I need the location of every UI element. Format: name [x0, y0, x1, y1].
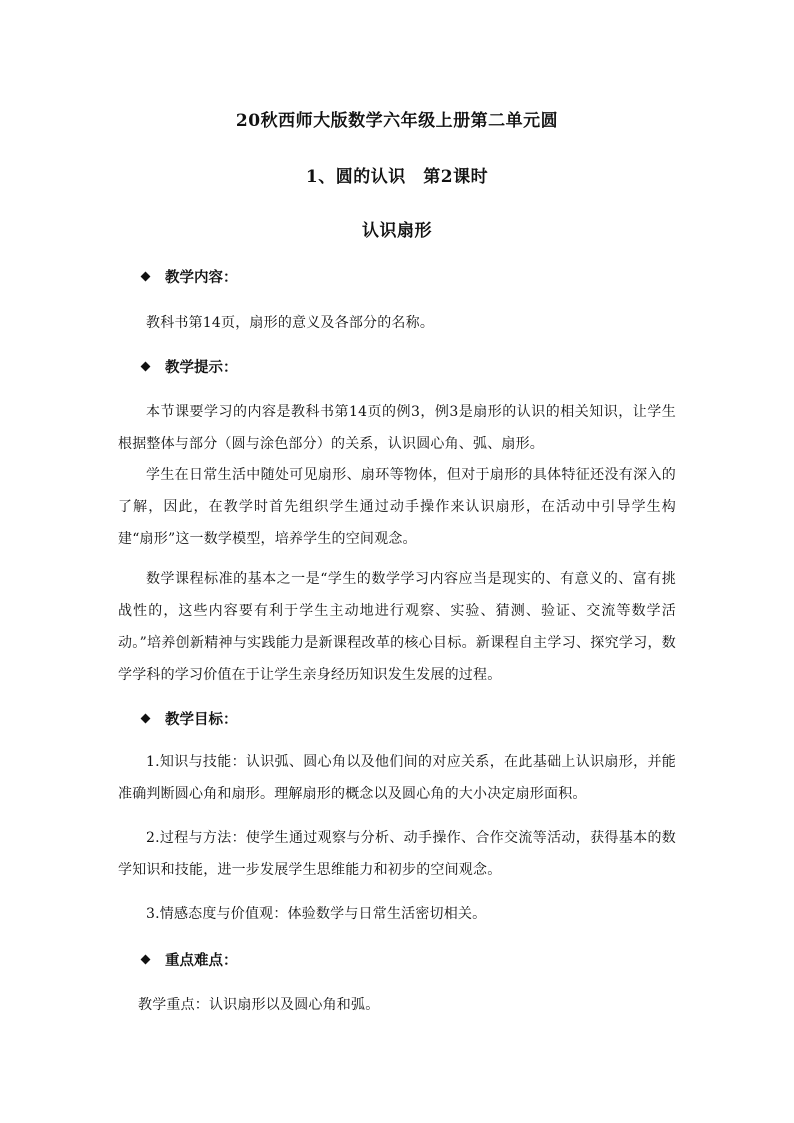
lesson-title: 1、圆的认识 第2课时 — [305, 167, 489, 187]
section-heading-label: 教学内容： — [165, 269, 238, 286]
hints-paragraph-1: 本节课要学习的内容是教科书第14页的例3，例3是扇形的认识的相关知识，让学生根据整体与部分（圆与涂色部分）的关系，认识圆心角、弧、扇形。 — [118, 404, 676, 452]
diamond-bullet-icon — [141, 362, 151, 372]
hints-paragraph-2: 学生在日常生活中随处可见扇形、扇环等物体，但对于扇形的具体特征还没有深入的了解，因此，在教学时首先组织学生通过动手操作来认识扇形，在活动中引导学生构建“扇形”这一数学模型，培养学生的空间观念。 — [118, 467, 676, 547]
section-heading-label: 重点难点： — [165, 952, 238, 969]
diamond-bullet-icon — [141, 955, 151, 965]
key-points-paragraph: 教学重点：认识扇形以及圆心角和弧。 — [138, 997, 380, 1013]
content-paragraph: 教科书第14页，扇形的意义及各部分的名称。 — [146, 315, 435, 331]
section-heading-label: 教学提示： — [165, 359, 238, 376]
section-heading-key — [140, 949, 238, 970]
hints-paragraph-3: 数学课程标准的基本之一是“学生的数学学习内容应当是现实的、有意义的、富有挑战性的，这些内容要有利于学生主动地进行观察、实验、猜测、验证、交流等数学活动。”培养创新精神与实践能力是新课程改革的核心目标。新课程自主学习、探究学习，数学学科的学习价值在于让学生亲身经历知识发生发展的过程。 — [118, 571, 676, 683]
goal-item-1: 1.知识与技能：认识弧、圆心角以及他们间的对应关系，在此基础上认识扇形，并能准确判断圆心角和扇形。理解扇形的概念以及圆心角的大小决定扇形面积。 — [118, 754, 676, 802]
section-heading-content — [140, 266, 238, 287]
diamond-bullet-icon — [141, 272, 151, 282]
goal-item-3: 3.情感态度与价值观：体验数学与日常生活密切相关。 — [146, 906, 487, 922]
lesson-subtitle: 认识扇形 — [362, 221, 432, 241]
section-heading-goals — [140, 708, 238, 729]
goal-item-2: 2.过程与方法：使学生通过观察与分析、动手操作、合作交流等活动，获得基本的数学知识和技能，进一步发展学生思维能力和初步的空间观念。 — [118, 830, 676, 878]
document-title: 20秋西师大版数学六年级上册第二单元圆 — [235, 111, 559, 131]
diamond-bullet-icon — [141, 714, 151, 724]
section-heading-hints — [140, 356, 238, 377]
section-heading-label: 教学目标： — [165, 711, 238, 728]
